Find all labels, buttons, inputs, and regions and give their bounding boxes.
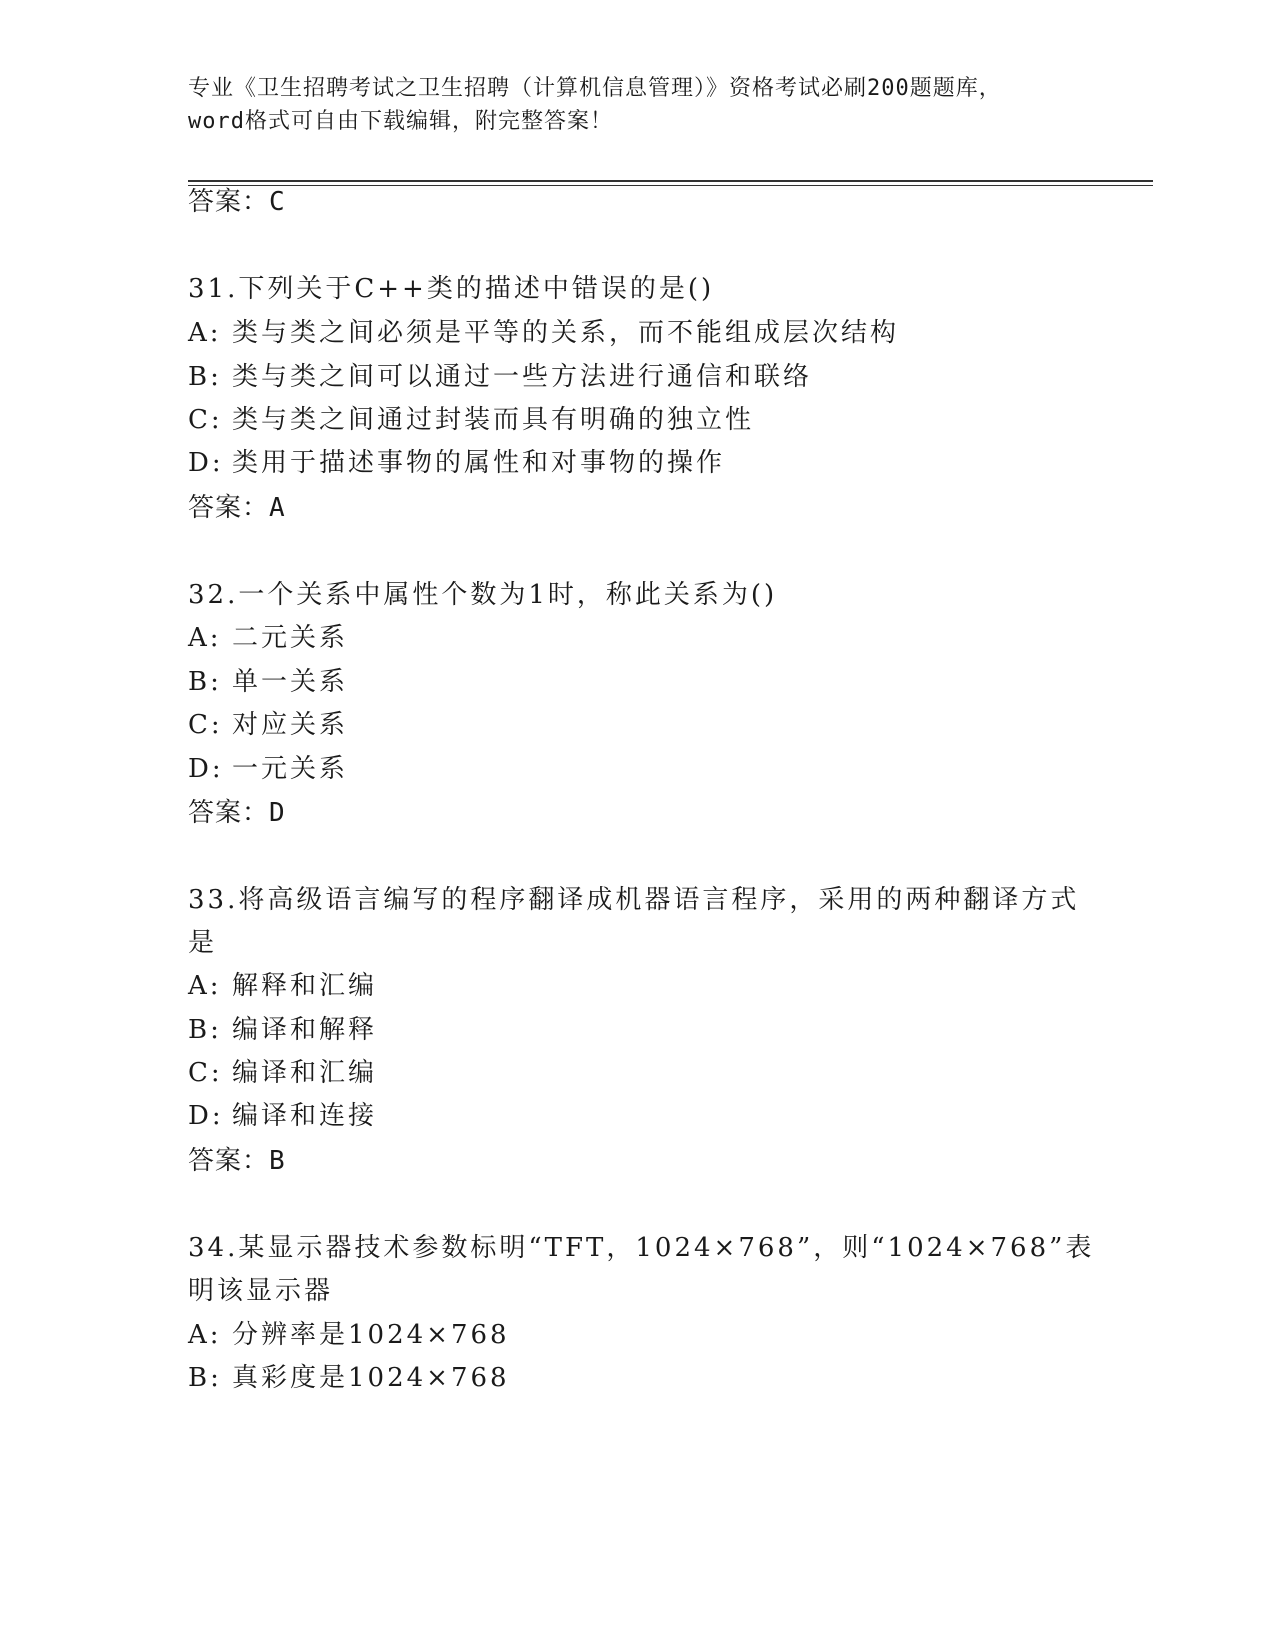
option-c xyxy=(188,403,754,437)
answer: 答案：A xyxy=(188,493,286,523)
option-letter: A: xyxy=(188,623,222,653)
option-text: 分辨率是1024×768 xyxy=(232,1320,510,1350)
option-letter: C: xyxy=(188,1058,223,1088)
header-divider-thin xyxy=(188,185,1153,186)
option-letter: C: xyxy=(188,405,223,435)
header-divider-thick xyxy=(188,180,1153,182)
question-stem: 33.将高级语言编写的程序翻译成机器语言程序，采用的两种翻译方式 xyxy=(188,885,1080,915)
option-letter: B: xyxy=(188,1015,222,1045)
option-a xyxy=(188,969,377,1003)
option-a xyxy=(188,1318,510,1352)
question-stem-continued: 是 xyxy=(188,928,218,958)
option-text: 类用于描述事物的属性和对事物的操作 xyxy=(232,448,726,478)
option-text: 真彩度是1024×768 xyxy=(232,1363,510,1393)
option-b xyxy=(188,1013,377,1047)
question-stem-continued: 明该显示器 xyxy=(188,1276,334,1306)
option-text: 解释和汇编 xyxy=(232,971,378,1001)
header-title-line-1: 专业《卫生招聘考试之卫生招聘（计算机信息管理）》资格考试必刷200题题库， xyxy=(188,76,1002,101)
option-letter: A: xyxy=(188,1320,222,1350)
option-d xyxy=(188,752,348,786)
option-letter: A: xyxy=(188,318,222,348)
question-stem: 32.一个关系中属性个数为1时，称此关系为() xyxy=(188,580,778,610)
option-b xyxy=(188,360,812,394)
option-letter: A: xyxy=(188,971,222,1001)
option-b xyxy=(188,1361,510,1395)
option-text: 对应关系 xyxy=(232,710,349,740)
option-letter: B: xyxy=(188,362,222,392)
document-header xyxy=(188,72,1088,138)
option-text: 编译和连接 xyxy=(232,1101,378,1131)
question-stem: 31.下列关于C++类的描述中错误的是() xyxy=(188,274,715,304)
option-letter: D: xyxy=(188,448,224,478)
option-letter: B: xyxy=(188,667,222,697)
option-letter: D: xyxy=(188,1101,224,1131)
answer: 答案：D xyxy=(188,798,286,828)
header-title-line-2: word格式可自由下载编辑，附完整答案！ xyxy=(188,109,613,134)
option-letter: B: xyxy=(188,1363,222,1393)
option-text: 编译和解释 xyxy=(232,1015,378,1045)
option-letter: D: xyxy=(188,754,224,784)
option-text: 类与类之间可以通过一些方法进行通信和联络 xyxy=(232,362,813,392)
option-letter: C: xyxy=(188,710,223,740)
option-text: 类与类之间通过封装而具有明确的独立性 xyxy=(232,405,755,435)
answer: 答案：B xyxy=(188,1146,286,1176)
answer-prev: 答案：C xyxy=(188,187,286,217)
option-b xyxy=(188,665,348,699)
option-d xyxy=(188,1099,377,1133)
option-c xyxy=(188,708,348,742)
option-a xyxy=(188,316,899,350)
option-text: 二元关系 xyxy=(232,623,349,653)
option-c xyxy=(188,1056,377,1090)
option-text: 一元关系 xyxy=(232,754,349,784)
option-text: 单一关系 xyxy=(232,667,349,697)
option-text: 编译和汇编 xyxy=(232,1058,378,1088)
option-text: 类与类之间必须是平等的关系，而不能组成层次结构 xyxy=(232,318,900,348)
question-stem: 34.某显示器技术参数标明“TFT，1024×768”，则“1024×768”表 xyxy=(188,1233,1095,1263)
option-d xyxy=(188,446,725,480)
option-a xyxy=(188,621,348,655)
